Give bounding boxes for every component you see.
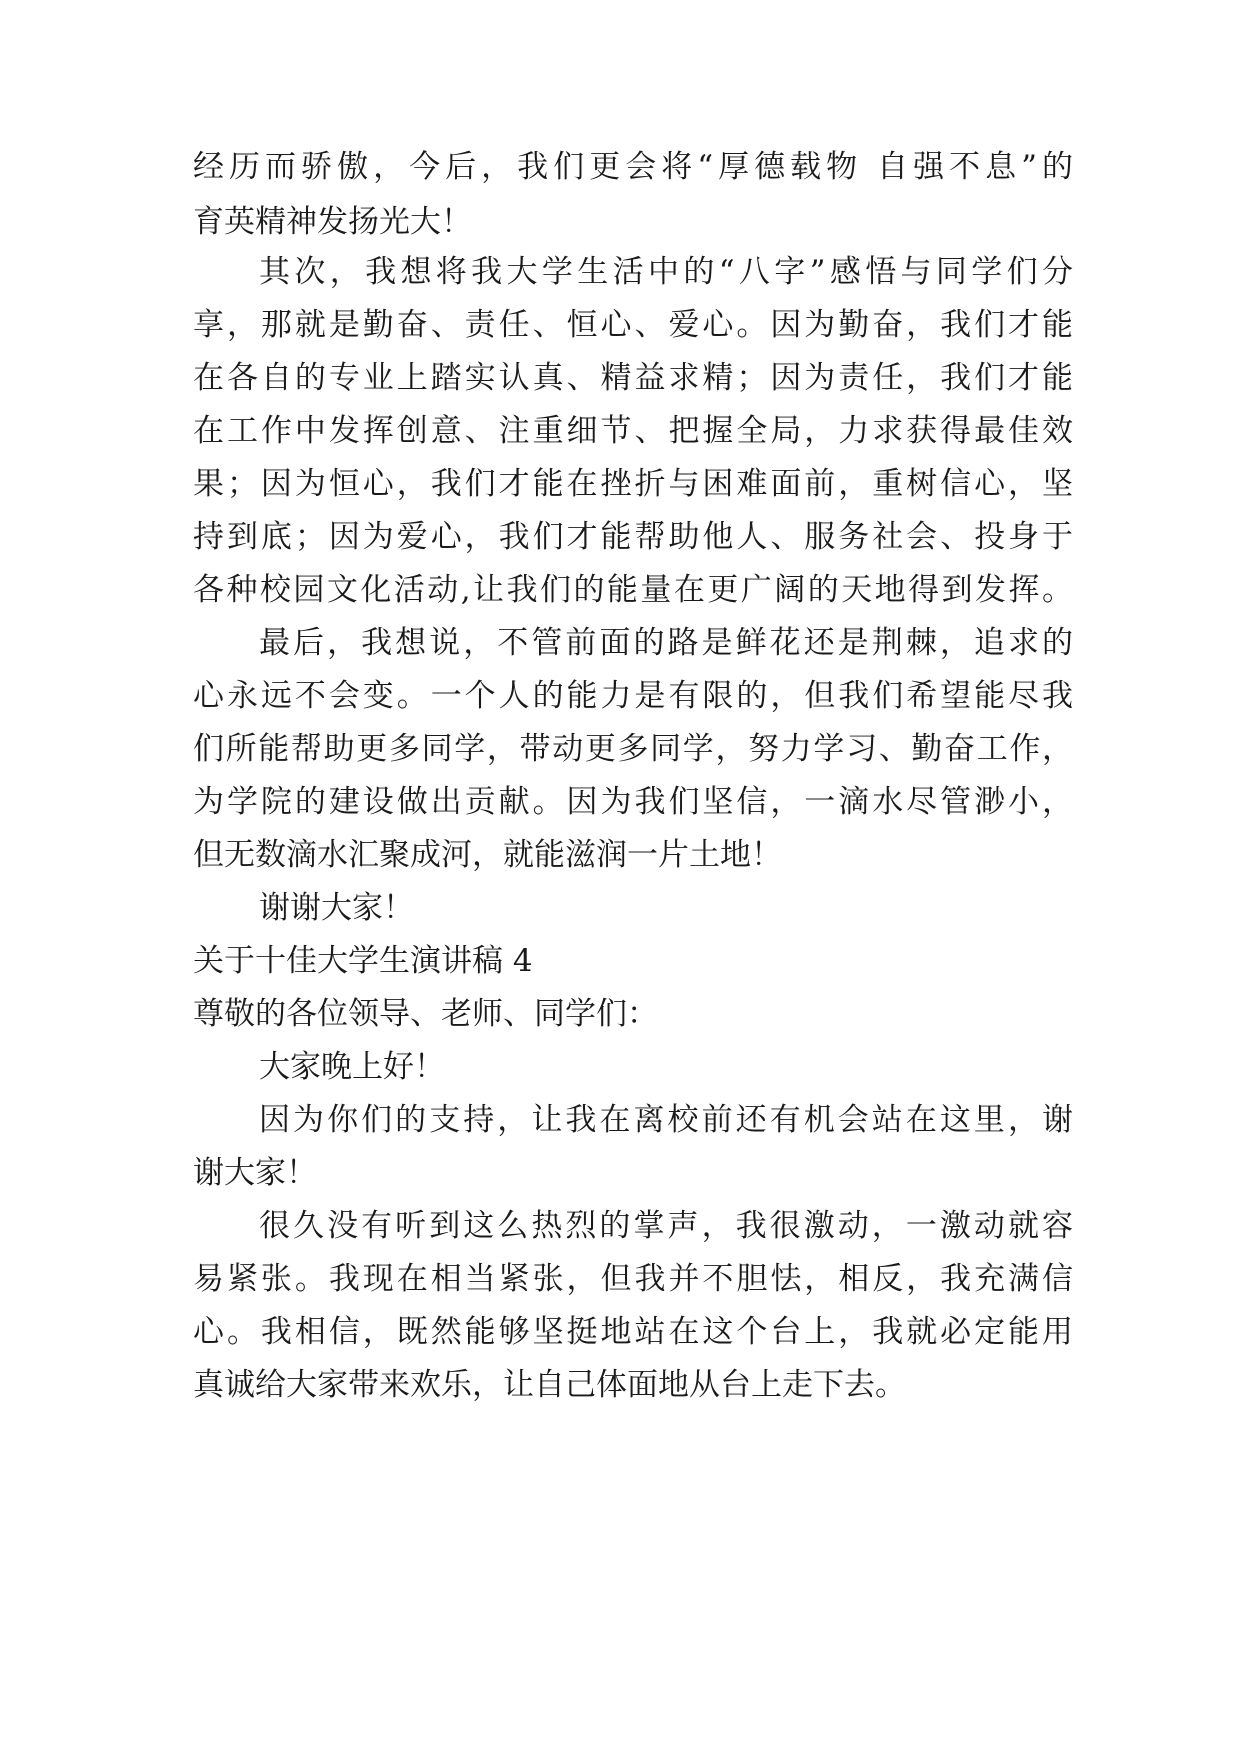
text-line: 享，那就是勤奋、责任、恒心、爱心。因为勤奋，我们才能 <box>193 307 1073 343</box>
text-line: 其次，我想将我大学生活中的“八字”感悟与同学们分 <box>259 254 1073 290</box>
text-line: 各种校园文化活动,让我们的能量在更广阔的天地得到发挥。 <box>193 572 1073 608</box>
text-line: 很久没有听到这么热烈的掌声，我很激动，一激动就容 <box>259 1208 1073 1244</box>
text-line: 在工作中发挥创意、注重细节、把握全局，力求获得最佳效 <box>193 413 1073 449</box>
text-line: 们所能帮助更多同学，带动更多同学，努力学习、勤奋工作， <box>193 731 1073 767</box>
salutation: 尊敬的各位领导、老师、同学们： <box>193 996 658 1032</box>
text-line: 因为你们的支持，让我在离校前还有机会站在这里，谢 <box>259 1102 1073 1138</box>
text-line: 最后，我想说，不管前面的路是鲜花还是荆棘，追求的 <box>259 625 1073 661</box>
greeting: 大家晚上好！ <box>259 1049 445 1085</box>
closing-thanks: 谢谢大家！ <box>259 890 414 926</box>
text-line: 谢大家！ <box>193 1155 317 1191</box>
text-line: 果；因为恒心，我们才能在挫折与困难面前，重树信心，坚 <box>193 466 1073 502</box>
text-line: 心永远不会变。一个人的能力是有限的，但我们希望能尽我 <box>193 678 1073 714</box>
text-line: 但无数滴水汇聚成河，就能滋润一片土地！ <box>193 837 782 873</box>
text-line: 经历而骄傲，今后，我们更会将“厚德载物 自强不息”的 <box>193 149 1073 185</box>
text-line: 为学院的建设做出贡献。因为我们坚信，一滴水尽管渺小， <box>193 784 1073 820</box>
text-line: 真诚给大家带来欢乐，让自己体面地从台上走下去。 <box>193 1367 906 1403</box>
text-line: 持到底；因为爱心，我们才能帮助他人、服务社会、投身于 <box>193 519 1073 555</box>
text-line: 育英精神发扬光大！ <box>193 204 472 240</box>
text-line: 心。我相信，既然能够坚挺地站在这个台上，我就必定能用 <box>193 1314 1073 1350</box>
text-line: 在各自的专业上踏实认真、精益求精；因为责任，我们才能 <box>193 360 1073 396</box>
text-line: 易紧张。我现在相当紧张，但我并不胆怯，相反，我充满信 <box>193 1261 1073 1297</box>
section-heading: 关于十佳大学生演讲稿 4 <box>193 943 533 979</box>
